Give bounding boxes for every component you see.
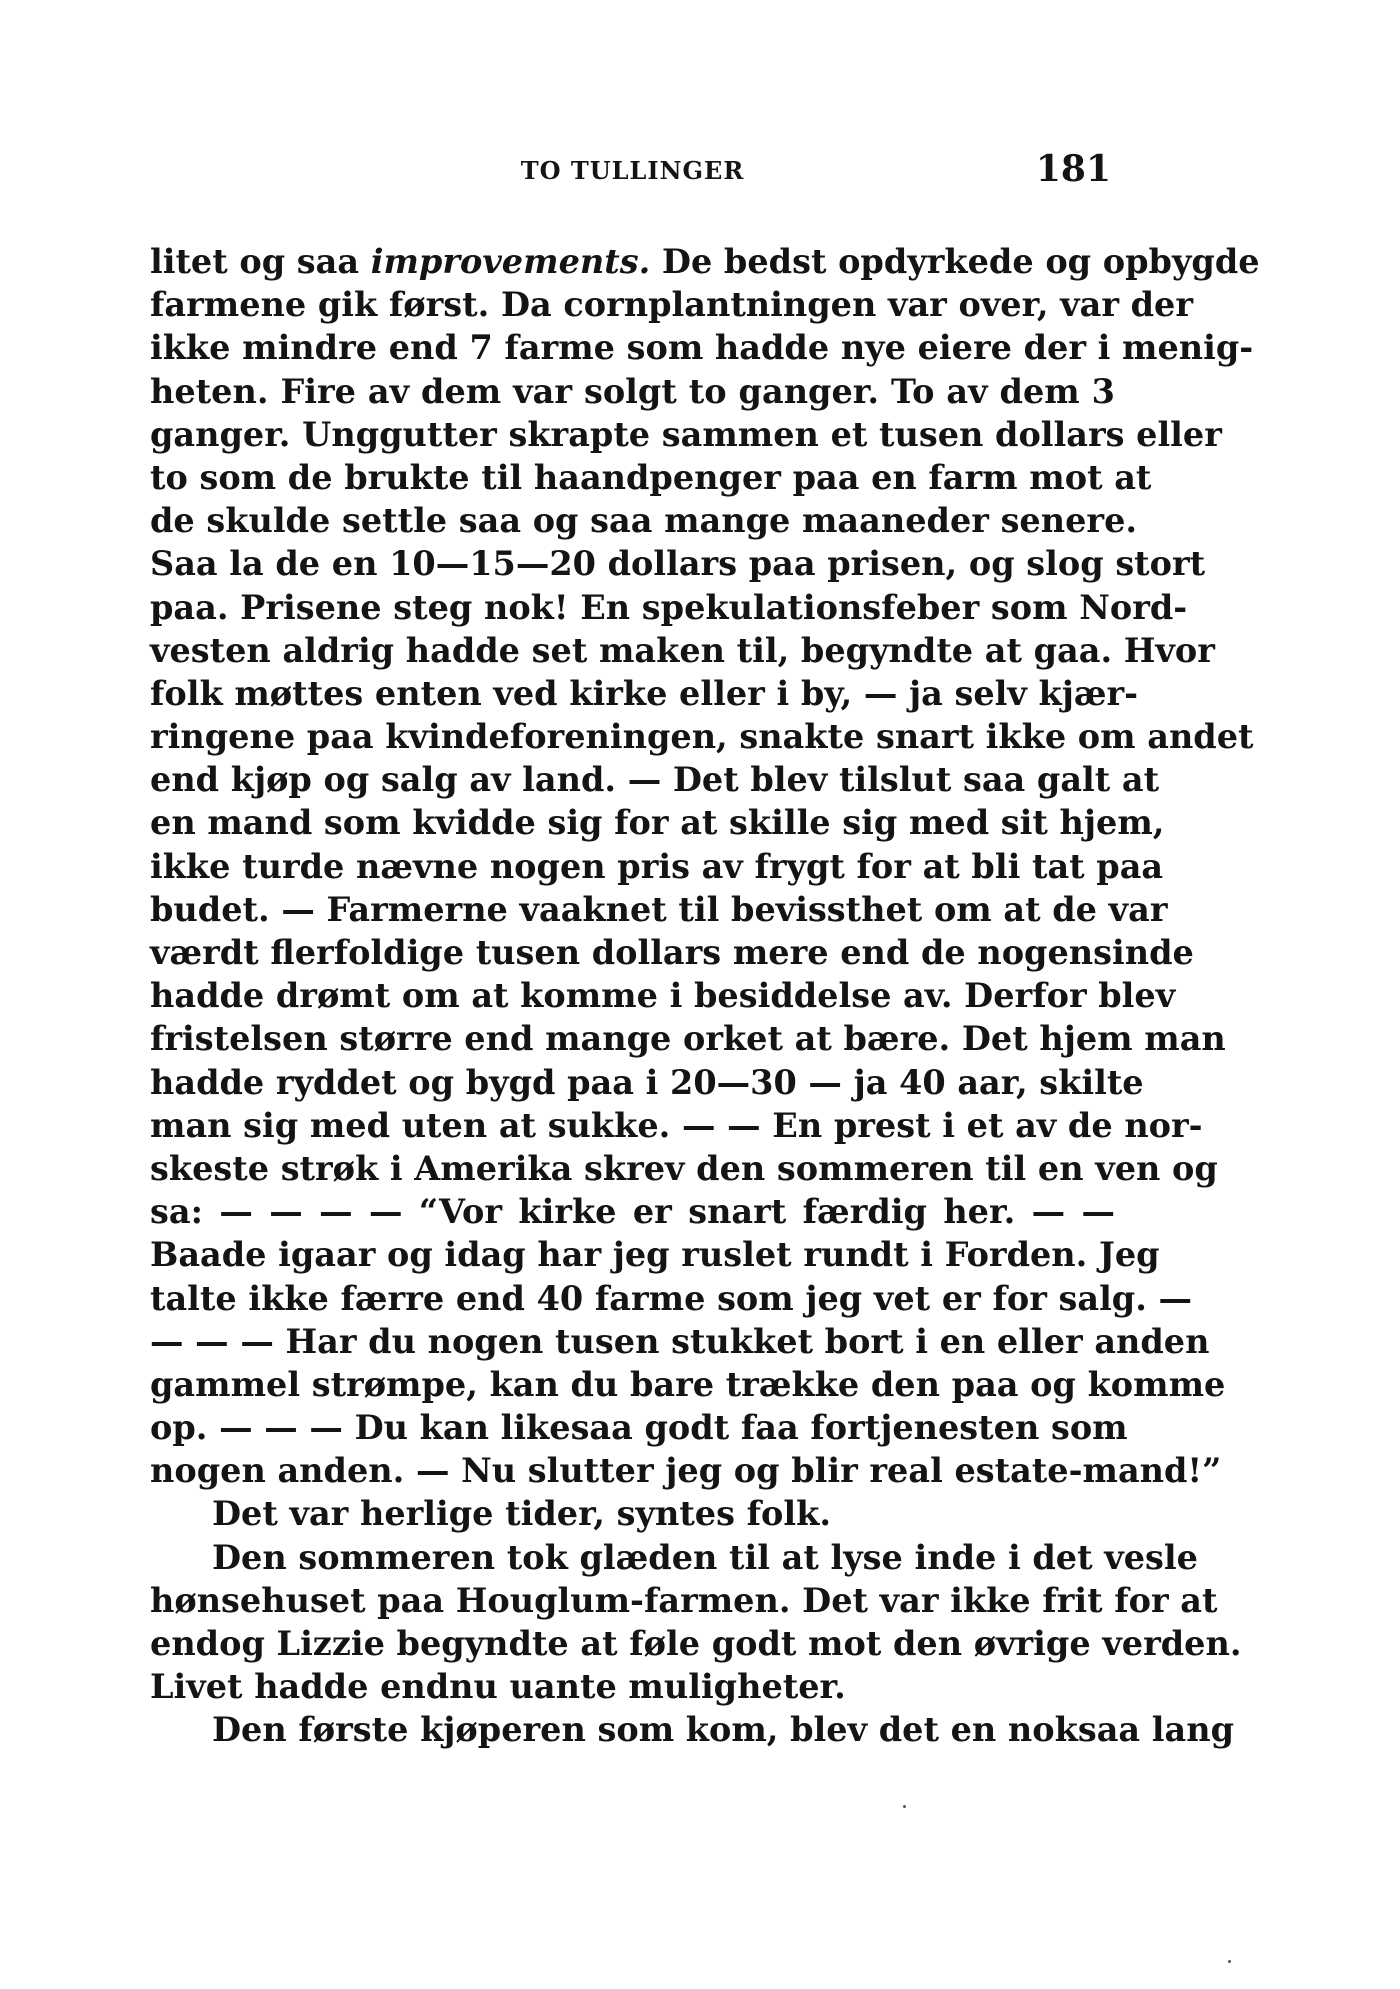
text-line: Livet hadde endnu uante muligheter. <box>150 1667 846 1707</box>
text-line: to som de brukte til haandpenger paa en farm mot at <box>150 457 1152 497</box>
scan-speck <box>903 1805 906 1808</box>
page-number: 181 <box>1035 148 1111 190</box>
text-line: skeste strøk i Amerika skrev den sommeren til en ven og <box>150 1148 1218 1188</box>
text-line: Baade igaar og idag har jeg ruslet rundt i Forden. Jeg <box>150 1235 1160 1275</box>
text-line: sa: — — — — “Vor kirke er snart færdig her. — — <box>150 1192 1115 1232</box>
text-line: ringene paa kvindeforeningen, snakte snart ikke om andet <box>150 717 1254 757</box>
text-line: paa. Prisene steg nok! En spekulationsfeber som Nord- <box>150 587 1188 627</box>
text-line: ganger. Unggutter skrapte sammen et tusen dollars eller <box>150 414 1222 454</box>
text-line: endog Lizzie begyndte at føle godt mot den øvrige verden. <box>150 1624 1242 1663</box>
text-line: heten. Fire av dem var solgt to ganger. To av dem 3 <box>150 371 1115 411</box>
text-line: ikke turde nævne nogen pris av frygt for at bli tat paa <box>150 846 1164 886</box>
running-title: TO TULLINGER <box>520 156 745 185</box>
text-line: en mand som kvidde sig for at skille sig med sit hjem, <box>150 803 1165 843</box>
paragraph-line: Den første kjøperen som kom, blev det en noksaa lang <box>212 1710 1234 1750</box>
text-line: folk møttes enten ved kirke eller i by, — ja selv kjær- <box>150 673 1139 713</box>
text-line: fristelsen større end mange orket at bære. Det hjem man <box>150 1019 1226 1059</box>
text-line: end kjøp og salg av land. — Det blev tilslut saa galt at <box>150 760 1160 800</box>
text-line: man sig med uten at sukke. — — En prest i et av de nor- <box>150 1105 1203 1145</box>
text-line: — — — Har du nogen tusen stukket bort i en eller anden <box>150 1321 1210 1361</box>
paragraph-line: Det var herlige tider, syntes folk. <box>212 1494 831 1534</box>
text-line: gammel strømpe, kan du bare trække den paa og komme <box>150 1364 1226 1404</box>
text-line: Saa la de en 10—15—20 dollars paa prisen, og slog stort <box>150 544 1206 584</box>
text-line: hønsehuset paa Houglum-farmen. Det var ikke frit for at <box>150 1580 1218 1620</box>
scan-speck <box>1228 1960 1231 1963</box>
body-text <box>150 240 1260 1752</box>
text-line: nogen anden. — Nu slutter jeg og blir real estate-mand!” <box>150 1451 1222 1491</box>
text-line: budet. — Farmerne vaaknet til bevissthet om at de var <box>150 889 1168 929</box>
text-line: de skulde settle saa og saa mange maaneder senere. <box>150 501 1138 541</box>
text-line: farmene gik først. Da cornplantningen var over, var der <box>150 285 1194 325</box>
paragraph-line: Den sommeren tok glæden til at lyse inde i det vesle <box>212 1537 1198 1577</box>
running-header <box>150 148 1115 192</box>
text-line: værdt flerfoldige tusen dollars mere end de nogensinde <box>150 933 1194 972</box>
text-line: litet og saa improvements. De bedst opdyrkede og opbygde <box>150 242 1260 281</box>
text-line: ikke mindre end 7 farme som hadde nye eiere der i menig- <box>150 328 1254 368</box>
text-line: hadde drømt om at komme i besiddelse av. Derfor blev <box>150 976 1176 1016</box>
text-line: talte ikke færre end 40 farme som jeg vet er for salg. — <box>150 1278 1193 1318</box>
text-line: hadde ryddet og bygd paa i 20—30 — ja 40 aar, skilte <box>150 1062 1144 1102</box>
text-line: vesten aldrig hadde set maken til, begyndte at gaa. Hvor <box>150 630 1215 670</box>
italic-word: improvements. <box>370 242 651 281</box>
text-line: op. — — — Du kan likesaa godt faa fortjenesten som <box>150 1408 1128 1448</box>
